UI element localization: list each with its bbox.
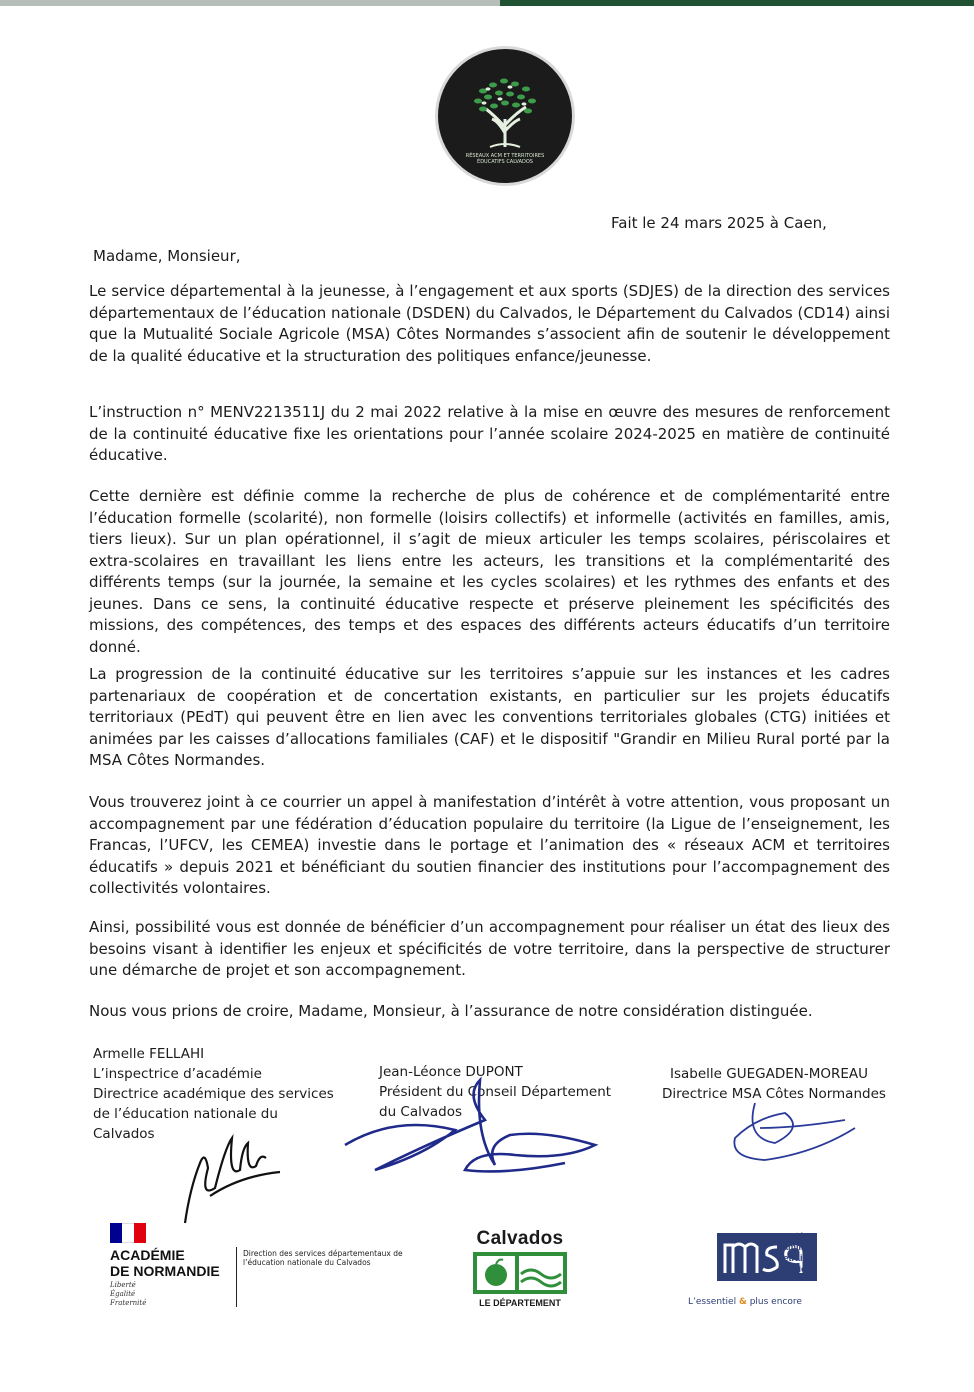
msa-words [780, 1231, 816, 1275]
top-color-bar [0, 0, 974, 6]
logo-divider [236, 1247, 237, 1307]
calvados-departement-logo [468, 1228, 572, 1314]
paragraph-6: Ainsi, possibilité vous est donnée de bénéficier d’un accompagnement pour réaliser un état des lieux des besoins visant à identifier les enjeux et spécificités de votre territoire, dans la perspective de structurer une démarche de projet et son accompagnement. [89, 918, 890, 979]
signatory-title-line: de l’éducation nationale du [93, 1106, 278, 1122]
msa-word: retraite [780, 1253, 811, 1263]
signatory-name: Armelle FELLAHI [93, 1046, 205, 1062]
signatory-title-line: Directrice académique des services [93, 1086, 334, 1102]
academie-name-line: DE NORMANDIE [110, 1263, 220, 1279]
salutation: Madame, Monsieur, [93, 247, 241, 265]
paragraph-4: La progression de la continuité éducative sur les territoires s’appuie sur les instances et les cadres partenariaux de coopération et de concertation existants, en particulier sur les projets éducatifs territoriaux (PEdT) qui peuvent être en lien avec les conventions territoriales globales (CTG) initiées et animées par les caisses d’allocations familiales (CAF) et le dispositif "Grandir en Milieu Rural porté par la MSA Côtes Normandes. [89, 665, 890, 769]
msa-word: santé [780, 1231, 804, 1241]
signatory-name: Isabelle GUEGADEN-MOREAU [670, 1066, 869, 1082]
signatory-title-line: Calvados [93, 1126, 155, 1142]
signatory-title-line: du Calvados [379, 1104, 462, 1120]
apple-wave-icon [473, 1252, 567, 1294]
msa-word: famille [780, 1242, 809, 1252]
signatory-title-line: Directrice MSA Côtes Normandes [662, 1086, 886, 1102]
signatory-title-line: Président du Conseil Département [379, 1084, 612, 1100]
academie-normandie-logo [110, 1223, 250, 1313]
paragraph-3: Cette dernière est définie comme la recherche de plus de cohérence et de complémentarité entre l’éducation formelle (scolarité), non formelle (loisirs collectifs) et informelle (activités en familles, amis, tiers lieux). Sur un plan opérationnel, il s’agit de mieux articuler les temps scolaires, périscolaires et extra-scolaires en travaillant les liens entre les acteurs, les transitions et la complémentarité des différents temps (sur la journée, la semaine et les cycles scolaires) et les rythmes des enfants et des jeunes. Dans ce sens, la continuité éducative respecte et préserve pleinement les spécificités des missions, des compétences, des temps et des espaces des différents acteurs éducatifs d’un territoire donné. [89, 487, 890, 656]
signature-guegaden-moreau [715, 1098, 865, 1173]
tagline-ampersand: & [738, 1297, 747, 1307]
calvados-subtitle: LE DÉPARTEMENT [479, 1298, 561, 1308]
letter-date: Fait le 24 mars 2025 à Caen, [611, 214, 827, 232]
signatory-name: Jean-Léonce DUPONT [379, 1064, 523, 1080]
paragraph-2: L’instruction n° MENV2213511J du 2 mai 2022 relative à la mise en œuvre des mesures de renforcement de la continuité éducative fixe les orientations pour l’année scolaire 2024-2025 en matière de continuité éducative. [89, 403, 890, 464]
msa-word: services [780, 1264, 817, 1274]
calvados-title: Calvados [476, 1228, 564, 1249]
marianne-flag-icon [110, 1223, 146, 1243]
msa-tagline [688, 1297, 802, 1307]
dsden-description: Direction des services départementaux de l’éducation nationale du Calvados [243, 1249, 403, 1267]
motto-word: Égalité [110, 1290, 136, 1298]
reseaux-acm-logo [438, 49, 572, 183]
paragraph-1: Le service départemental à la jeunesse, à l’engagement et aux sports (SDJES) de la direction des services départementaux de l’éducation nationale (DSDEN) du Calvados, le Département du Calvados (CD14) ainsi que la Mutualité Sociale Agricole (MSA) Côtes Normandes s’associent afin de soutenir le développement de la qualité éducative et la structuration des politiques enfance/jeunesse. [89, 282, 890, 365]
signature-fellahi [170, 1128, 290, 1228]
signatory-title-line: L’inspectrice d’académie [93, 1066, 262, 1082]
signature-dupont [335, 1075, 605, 1190]
logo-caption: RÉSEAUX ACM ET TERRITOIRES ÉDUCATIFS CALVADOS [465, 153, 545, 165]
tagline-end: plus encore [749, 1297, 802, 1307]
tagline-start: L’essentiel [688, 1297, 737, 1307]
paragraph-5: Vous trouverez joint à ce courrier un appel à manifestation d’intérêt à votre attention, vous proposant un accompagnement par une fédération d’éducation populaire du territoire (la Ligue de l’enseignement, les Francas, l’UFCV, les CEMEA) investie dans le portage et l’animation des « réseaux ACM et territoires éducatifs » depuis 2021 et bénéficiant du soutien financier des institutions pour l’accompagnement des collectivités volontaires. [89, 793, 890, 897]
motto-word: Fraternité [110, 1299, 147, 1307]
closing-formula: Nous vous prions de croire, Madame, Monsieur, à l’assurance de notre considération distinguée. [89, 1002, 813, 1020]
motto-word: Liberté [110, 1281, 136, 1289]
academie-name-line: ACADÉMIE [110, 1247, 185, 1263]
